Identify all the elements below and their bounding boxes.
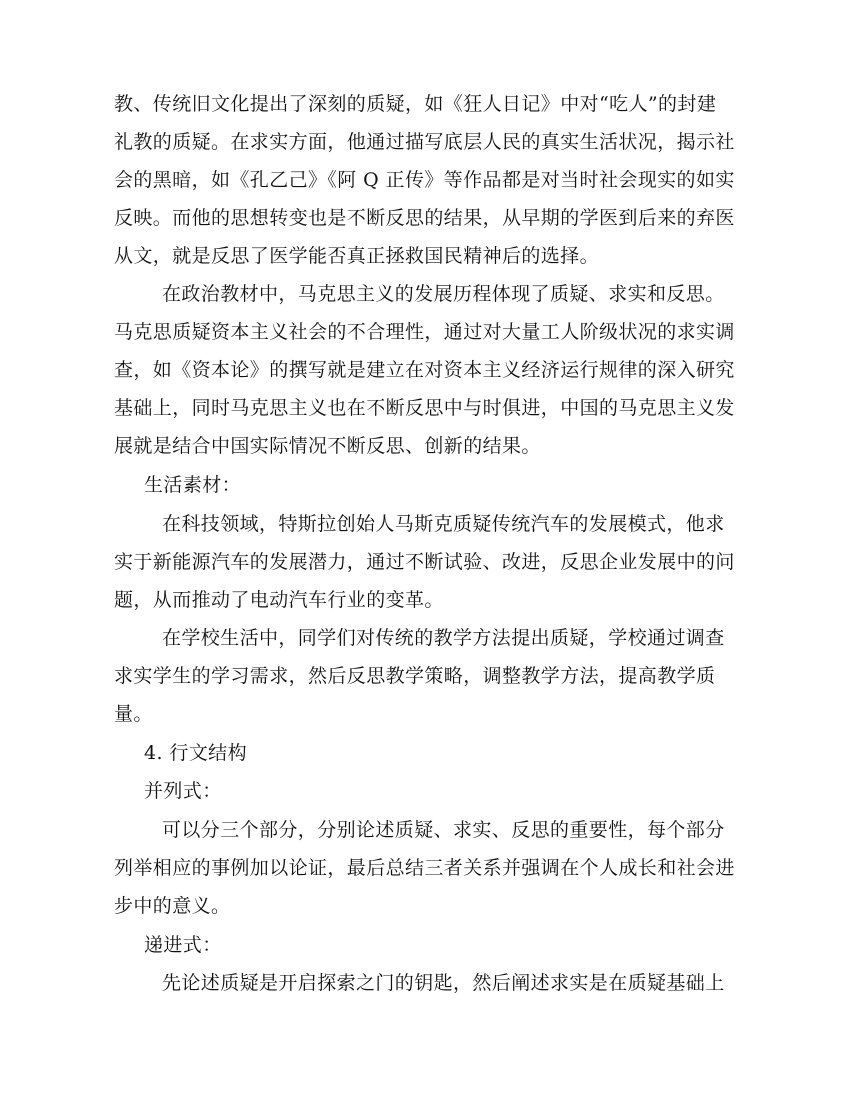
paragraph-5-line-2: 列举相应的事例加以论证，最后总结三者关系并强调在个人成长和社会进: [114, 857, 735, 879]
heading-life-materials: 生活素材：: [144, 474, 242, 496]
paragraph-3-line-3: 题，从而推动了电动汽车行业的变革。: [114, 589, 444, 611]
paragraph-1-line-4: 反映。而他的思想转变也是不断反思的结果，从早期的学医到后来的弃医: [114, 207, 735, 229]
heading-progressive: 递进式：: [144, 934, 222, 956]
paragraph-4-line-1: 在学校生活中，同学们对传统的教学方法提出质疑，学校通过调查: [162, 627, 725, 649]
paragraph-3-line-1: 在科技领域，特斯拉创始人马斯克质疑传统汽车的发展模式，他求: [162, 513, 725, 535]
paragraph-4-line-2: 求实学生的学习需求，然后反思教学策略，调整教学方法，提高教学质: [114, 665, 716, 687]
paragraph-5-line-3: 步中的意义。: [114, 895, 231, 917]
paragraph-1-line-5: 从文，就是反思了医学能否真正拯救国民精神后的选择。: [114, 245, 600, 267]
paragraph-2-line-5: 展就是结合中国实际情况不断反思、创新的结果。: [114, 435, 541, 457]
heading-structure: 4. 行文结构: [144, 742, 247, 764]
paragraph-4-line-3: 量。: [114, 703, 153, 725]
paragraph-5-line-1: 可以分三个部分，分别论述质疑、求实、反思的重要性，每个部分: [162, 819, 725, 841]
paragraph-2-line-2: 马克思质疑资本主义社会的不合理性，通过对大量工人阶级状况的求实调: [114, 321, 735, 343]
paragraph-1-line-2: 礼教的质疑。在求实方面，他通过描写底层人民的真实生活状况，揭示社: [114, 131, 735, 153]
paragraph-2-line-3: 查，如《资本论》的撰写就是建立在对资本主义经济运行规律的深入研究: [114, 359, 735, 381]
paragraph-6-line-1: 先论述质疑是开启探索之门的钥匙，然后阐述求实是在质疑基础上: [162, 972, 725, 994]
paragraph-1-line-3: 会的黑暗，如《孔乙己》《阿 Q 正传》等作品都是对当时社会现实的如实: [114, 169, 735, 191]
paragraph-3-line-2: 实于新能源汽车的发展潜力，通过不断试验、改进，反思企业发展中的问: [114, 551, 735, 573]
paragraph-2-line-4: 基础上，同时马克思主义也在不断反思中与时俱进，中国的马克思主义发: [114, 397, 735, 419]
heading-parallel: 并列式：: [144, 780, 222, 802]
paragraph-1-line-1: 教、传统旧文化提出了深刻的质疑，如《狂人日记》中对“吃人”的封建: [114, 93, 717, 115]
paragraph-2-line-1: 在政治教材中，马克思主义的发展历程体现了质疑、求实和反思。: [162, 283, 725, 305]
